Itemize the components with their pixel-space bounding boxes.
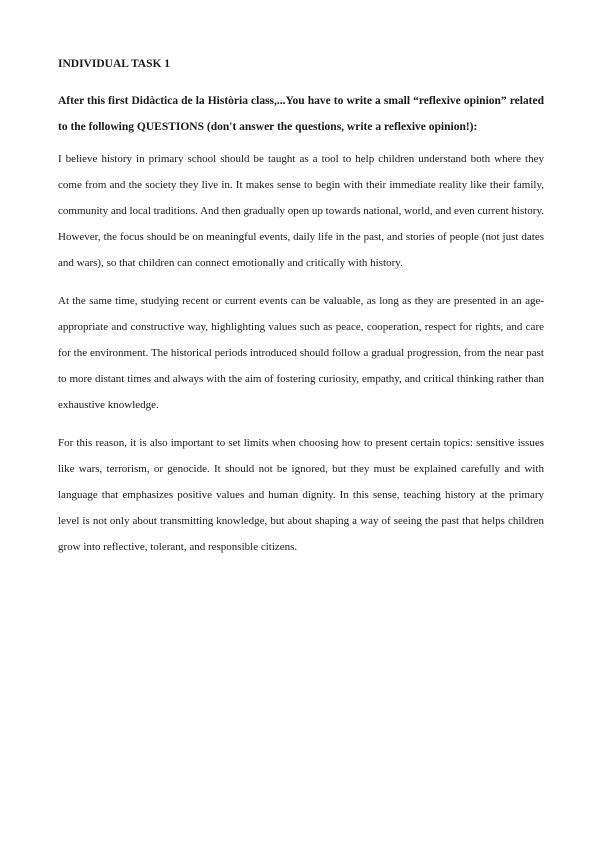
paragraph-2: At the same time, studying recent or current events can be valuable, as long as they are presented in an age-appropriate and constructive way, highlighting values such as peace, cooperation, respect for rights, and care for the environment. The historical periods introduced should follow a gradual progression, from the near past to more distant times and always with the aim of fostering curiosity, empathy, and critical thinking rather than exhaustive knowledge. — [58, 295, 544, 411]
task-instructions: After this first Didàctica de la Història class,...You have to write a small “reflexive opinion” related to the following QUESTIONS (don't answer the questions, write a reflexive opinion!): — [58, 95, 544, 133]
task-title: INDIVIDUAL TASK 1 — [58, 58, 171, 70]
paragraph-1: I believe history in primary school should be taught as a tool to help children understand both where they come from and the society they live in. It makes sense to begin with their immediate reality like their family, community and local traditions. And then gradually open up towards national, world, and even current history. However, the focus should be on meaningful events, daily life in the past, and stories of people (not just dates and wars), so that children can connect emotionally and critically with history. — [58, 153, 544, 269]
document-page — [58, 56, 544, 572]
paragraph-3: For this reason, it is also important to set limits when choosing how to present certain topics: sensitive issues like wars, terrorism, or genocide. It should not be ignored, but they must be explained carefully and with language that emphasizes positive values and human dignity. In this sense, teaching history at the primary level is not only about transmitting knowledge, but about shaping a way of seeing the past that helps children grow into reflective, tolerant, and responsible citizens. — [58, 437, 544, 553]
